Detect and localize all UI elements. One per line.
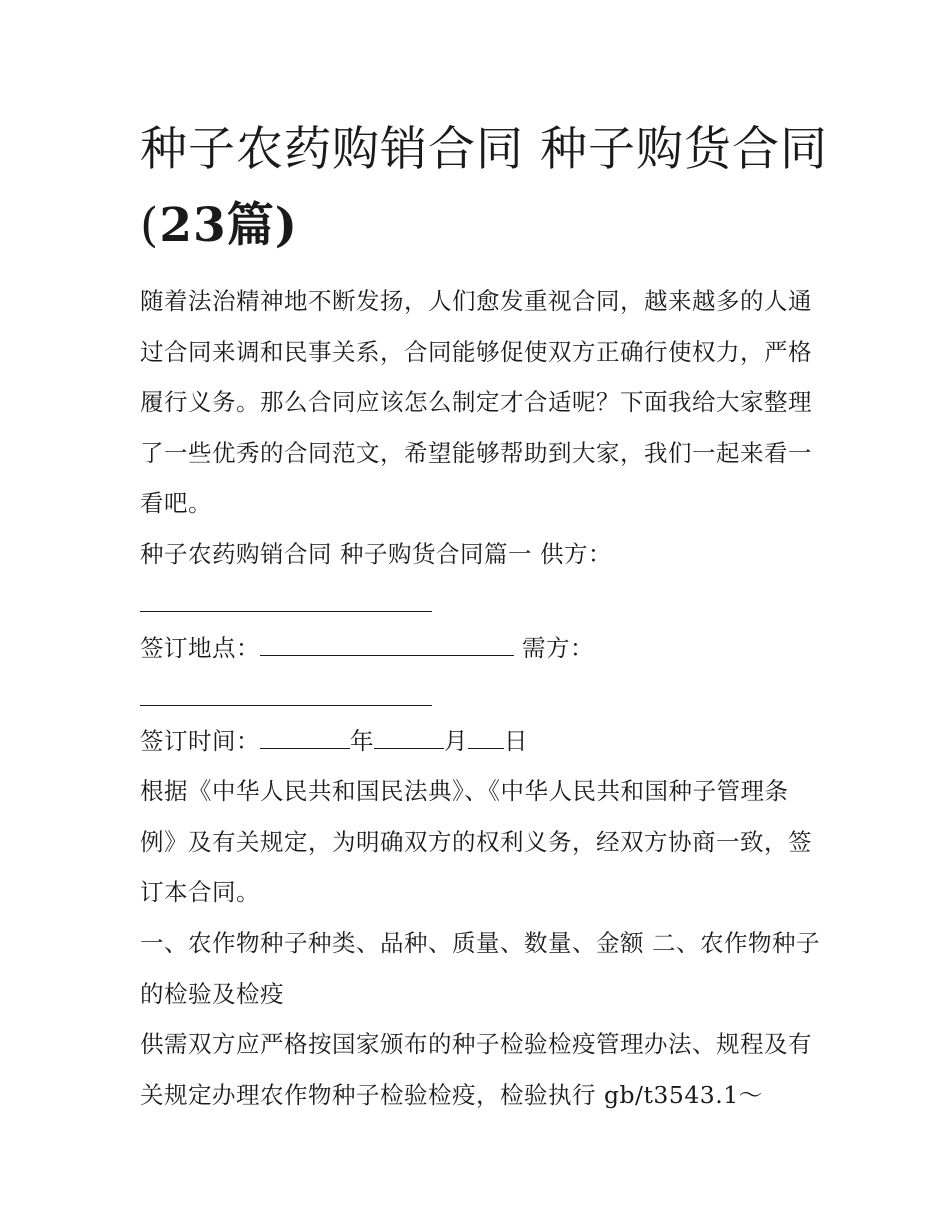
document-title	[140, 112, 830, 264]
day-label: 日	[504, 727, 528, 755]
buyer-blank[interactable]	[140, 681, 432, 706]
basis-paragraph: 根据《中华人民共和国民法典》、《中华人民共和国种子管理条例》及有关规定，为明确双方的权利义务，经双方协商一致，签订本合同。	[140, 777, 812, 906]
supplier-blank[interactable]	[140, 587, 432, 612]
signing-time-line	[140, 716, 528, 767]
section-heading	[140, 529, 612, 580]
buyer-label: 需方：	[521, 634, 594, 662]
signing-place-blank[interactable]	[260, 631, 514, 656]
day-blank[interactable]	[468, 724, 504, 749]
signing-place-line	[140, 623, 594, 674]
intro-paragraph: 随着法治精神地不断发扬，人们愈发重视合同，越来越多的人通过合同来调和民事关系，合同能够促使双方正确行使权力，严格履行义务。那么合同应该怎么制定才合适呢？下面我给大家整理了一些优秀的合同范文，希望能够帮助到大家，我们一起来看一看吧。	[140, 287, 812, 517]
year-label: 年	[350, 727, 374, 755]
month-blank[interactable]	[374, 724, 444, 749]
section-heading-text: 种子农药购销合同 种子购货合同篇一 供方：	[140, 540, 612, 568]
signing-place-label: 签订地点：	[140, 634, 260, 662]
title-text-part2: 篇)	[226, 198, 298, 253]
inspection-paragraph: 供需双方应严格按国家颁布的种子检验检疫管理办法、规程及有关规定办理农作物种子检验检疫，检验执行 gb/t3543.1～	[140, 1030, 812, 1109]
year-blank[interactable]	[260, 724, 350, 749]
title-text-part1: 种子农药购销合同 种子购货合同(	[140, 122, 828, 253]
supplier-blank-line	[140, 579, 432, 630]
title-number: 23	[159, 198, 227, 253]
month-label: 月	[444, 727, 468, 755]
clause-1-2-paragraph: 一、农作物种子种类、品种、质量、数量、金额 二、农作物种子的检验及检疫	[140, 929, 820, 1008]
signing-time-label: 签订时间：	[140, 727, 260, 755]
